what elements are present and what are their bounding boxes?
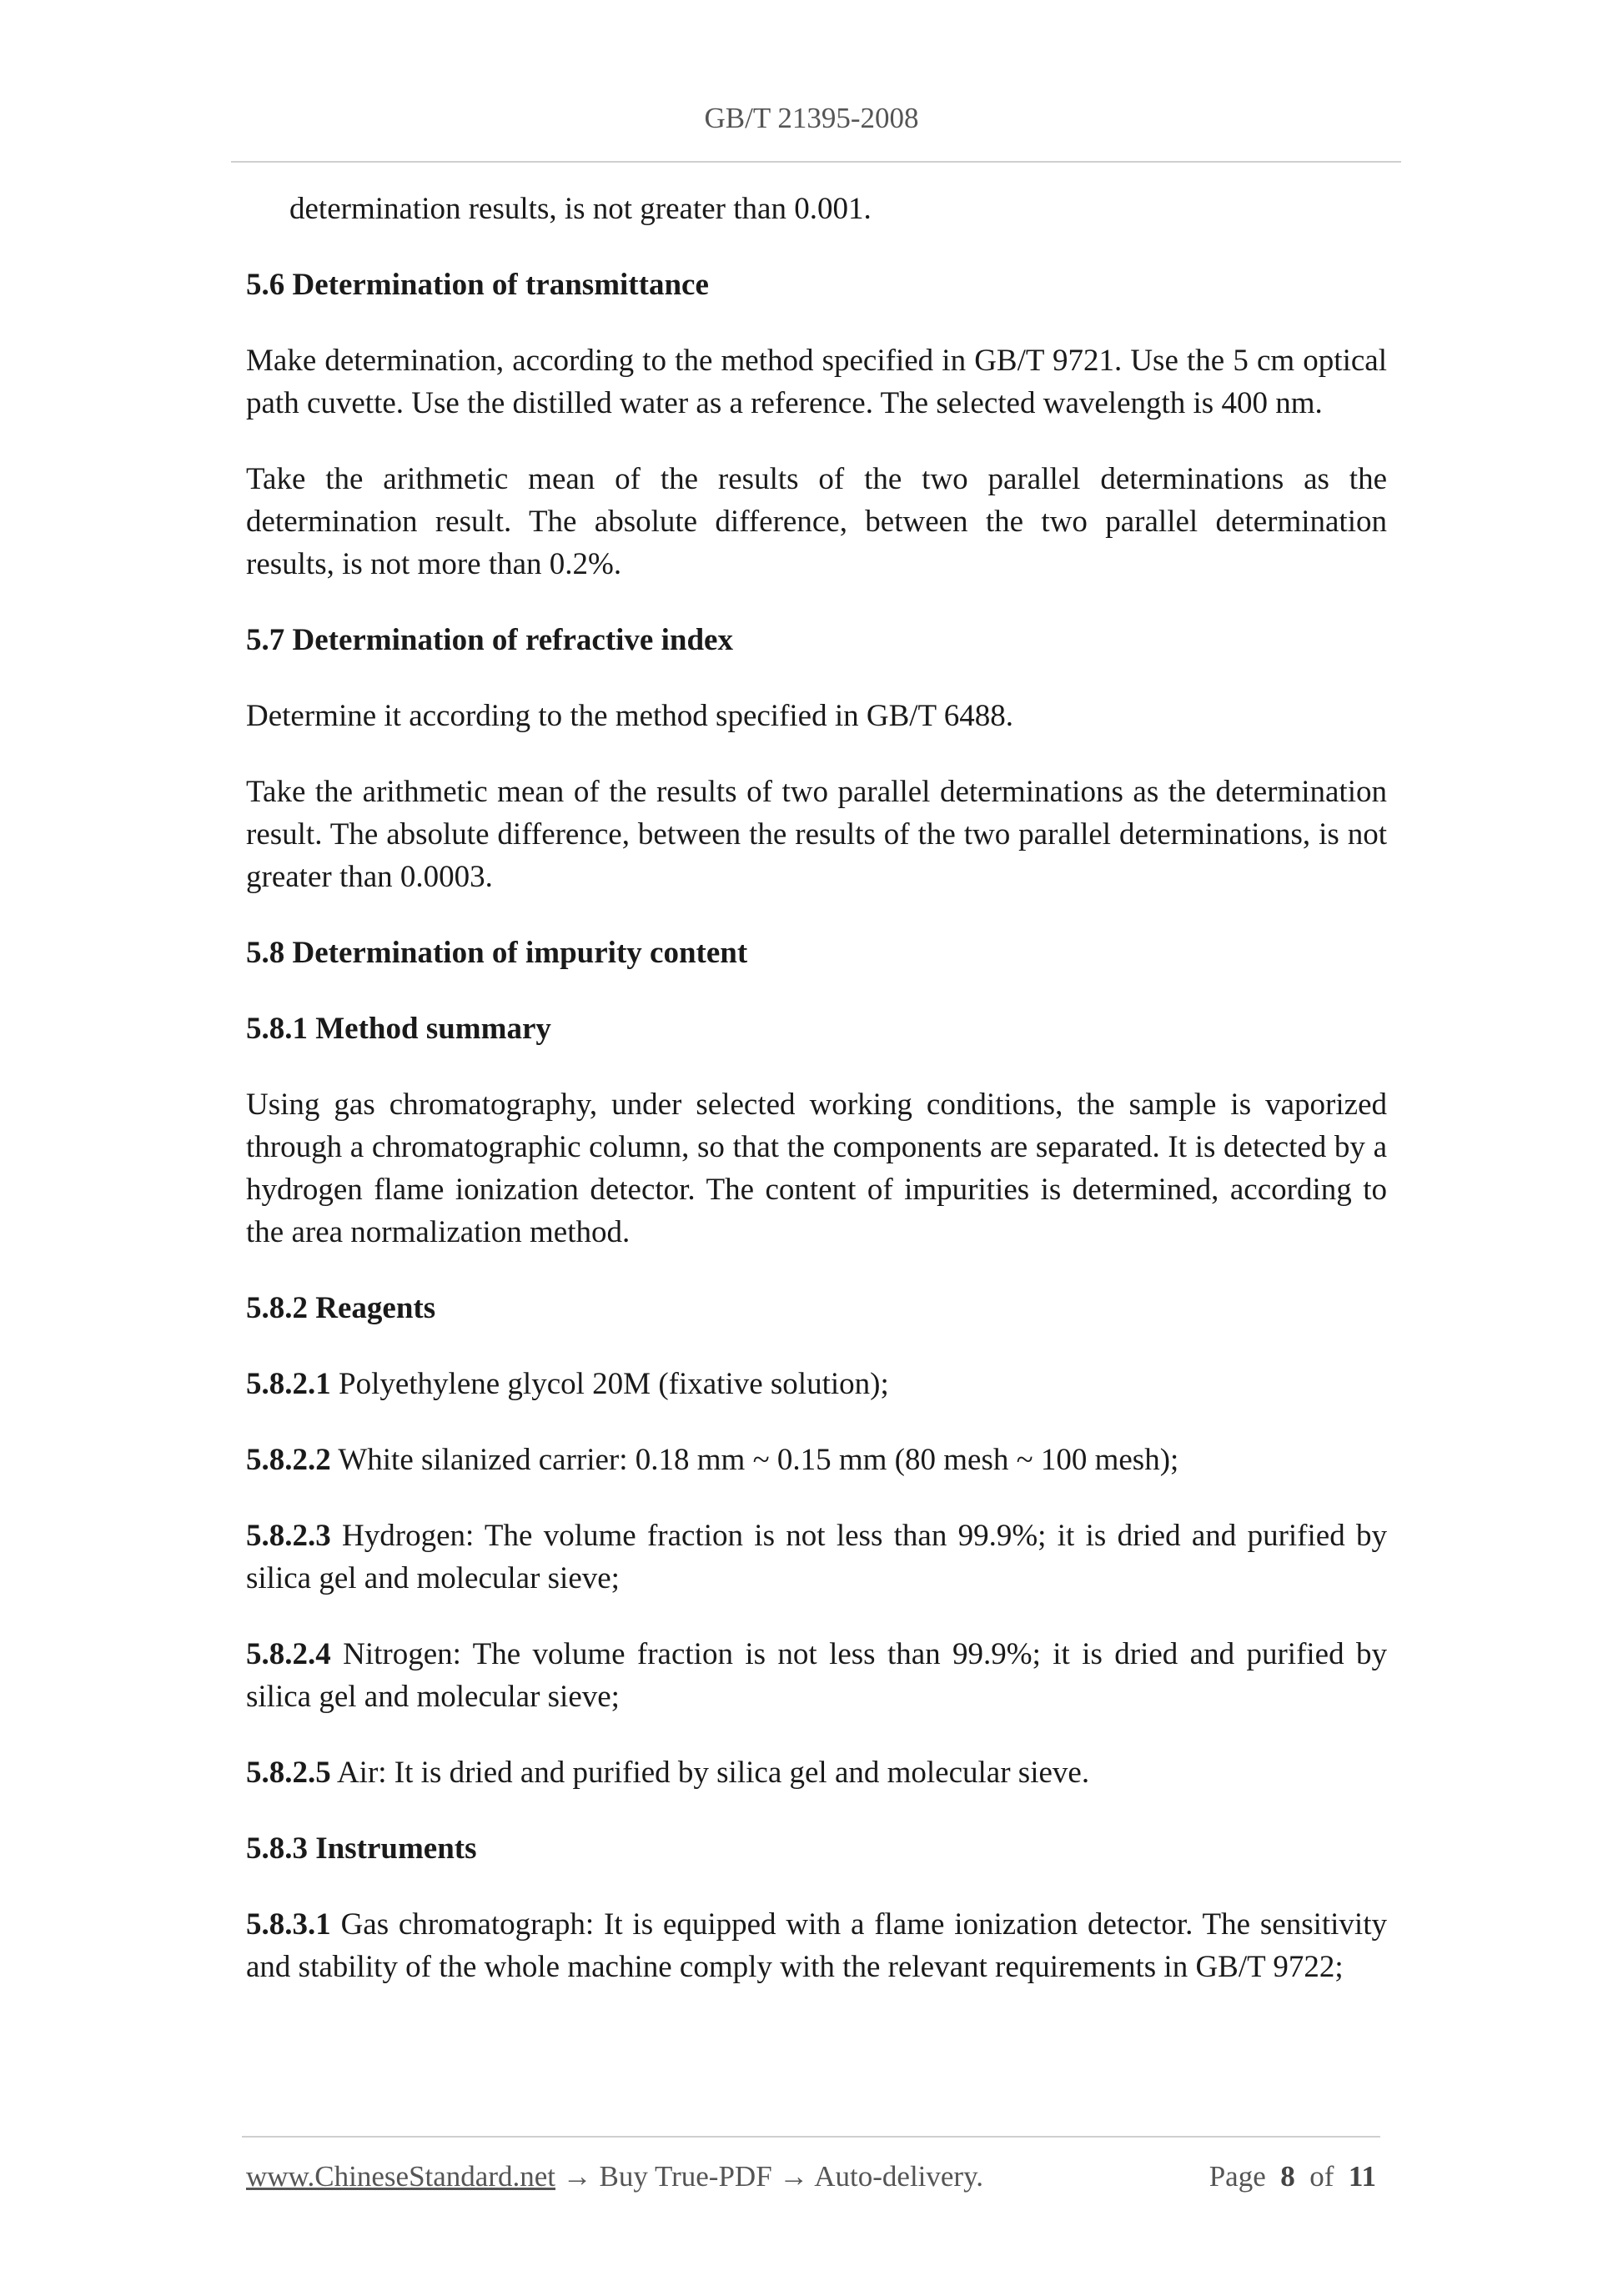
document-body	[246, 188, 1387, 2022]
page-header	[0, 102, 1623, 135]
paragraph: Determine it according to the method specified in GB/T 6488.	[246, 699, 1013, 733]
item-text: Air: It is dried and purified by silica gel and molecular sieve.	[330, 1756, 1090, 1790]
list-item	[246, 1903, 1387, 1988]
of-label: of	[1309, 2160, 1334, 2193]
paragraph: Take the arithmetic mean of the results of the two parallel determinations as the determination result. The absolute difference, between the two parallel determination results, is not more than 0.2%.	[246, 462, 1387, 581]
item-text: Nitrogen: The volume fraction is not less than 99.9%; it is dried and purified by silica gel and molecular sieve;	[246, 1637, 1387, 1714]
list-item	[246, 1439, 1387, 1481]
item-text: White silanized carrier: 0.18 mm ~ 0.15 mm (80 mesh ~ 100 mesh);	[330, 1443, 1179, 1477]
list-item	[246, 1363, 1387, 1405]
paragraph: Using gas chromatography, under selected working conditions, the sample is vaporized through a chromatographic column, so that the components are separated. It is detected by a hydrogen flame ionization detector. The content of impurities is determined, according to the area normalization method.	[246, 1088, 1387, 1249]
page-label: Page	[1208, 2160, 1266, 2193]
paragraph: Take the arithmetic mean of the results of two parallel determinations as the determination result. The absolute difference, between the results of the two parallel determinations, is not greater than 0.0003.	[246, 775, 1387, 894]
item-text: Gas chromatograph: It is equipped with a flame ionization detector. The sensitivity and stability of the whole machine comply with the relevant requirements in GB/T 9722;	[246, 1907, 1387, 1984]
section-heading-5-8-2: 5.8.2 Reagents	[246, 1291, 436, 1325]
arrow-icon: →	[771, 2160, 815, 2193]
list-item	[246, 1515, 1387, 1600]
section-heading-5-6: 5.6 Determination of transmittance	[246, 268, 709, 302]
header-divider	[231, 161, 1401, 163]
delivery-text: Auto-delivery.	[814, 2160, 984, 2193]
item-text: Hydrogen: The volume fraction is not less than 99.9%; it is dried and purified by silica gel and molecular sieve;	[246, 1519, 1387, 1595]
footer-divider	[242, 2136, 1380, 2138]
section-heading-5-8: 5.8 Determination of impurity content	[246, 936, 748, 970]
website-link[interactable]: www.ChineseStandard.net	[246, 2160, 555, 2193]
continued-paragraph: determination results, is not greater than 0.001.	[289, 192, 872, 226]
buy-text: Buy True-PDF	[599, 2160, 772, 2193]
list-item	[246, 1751, 1387, 1794]
section-heading-5-8-3: 5.8.3 Instruments	[246, 1831, 477, 1866]
page-number	[1209, 2160, 1376, 2193]
section-heading-5-7: 5.7 Determination of refractive index	[246, 623, 733, 657]
item-number: 5.8.2.2	[246, 1443, 331, 1477]
footer-promo	[246, 2160, 983, 2193]
item-number: 5.8.2.5	[246, 1756, 331, 1790]
item-number: 5.8.2.4	[246, 1637, 331, 1671]
list-item	[246, 1633, 1387, 1718]
paragraph: Make determination, according to the method specified in GB/T 9721. Use the 5 cm optical path cuvette. Use the distilled water as a reference. The selected wavelength is 400 nm.	[246, 344, 1387, 420]
page-total: 11	[1348, 2160, 1376, 2193]
item-number: 5.8.3.1	[246, 1907, 331, 1942]
arrow-icon: →	[555, 2160, 600, 2193]
page-current: 8	[1280, 2160, 1295, 2193]
item-number: 5.8.2.3	[246, 1519, 331, 1553]
item-text: Polyethylene glycol 20M (fixative solution);	[330, 1367, 889, 1401]
section-heading-5-8-1: 5.8.1 Method summary	[246, 1012, 551, 1046]
document-code: GB/T 21395-2008	[704, 102, 919, 134]
item-number: 5.8.2.1	[246, 1367, 331, 1401]
